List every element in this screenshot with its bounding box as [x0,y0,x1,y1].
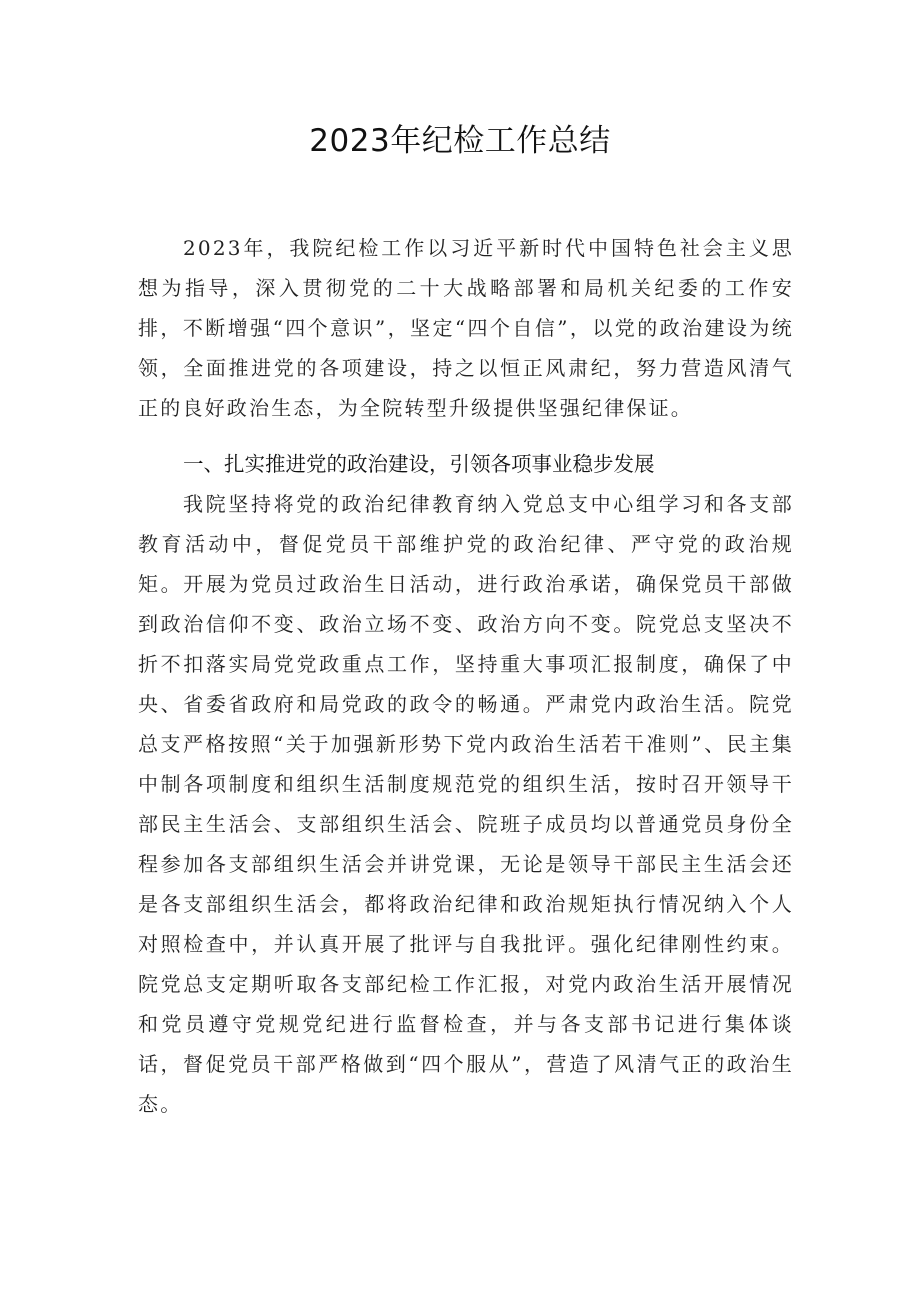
intro-paragraph: 2023年，我院纪检工作以习近平新时代中国特色社会主义思想为指导，深入贯彻党的二十大战略部署和局机关纪委的工作安排，不断增强“四个意识”，坚定“四个自信”，以党的政治建设为统领，全面推进党的各项建设，持之以恒正风肃纪，努力营造风清气正的良好政治生态，为全院转型升级提供坚强纪律保证。 [138,236,794,420]
section-1-paragraph: 我院坚持将党的政治纪律教育纳入党总支中心组学习和各支部教育活动中，督促党员干部维护党的政治纪律、严守党的政治规矩。开展为党员过政治生日活动，进行政治承诺，确保党员干部做到政治信仰不变、政治立场不变、政治方向不变。院党总支坚决不折不扣落实局党党政重点工作，坚持重大事项汇报制度，确保了中央、省委省政府和局党政的政令的畅通。严肃党内政治生活。院党总支严格按照“关于加强新形势下党内政治生活若干准则”、民主集中制各项制度和组织生活制度规范党的组织生活，按时召开领导干部民主生活会、支部组织生活会、院班子成员均以普通党员身份全程参加各支部组织生活会并讲党课，无论是领导干部民主生活会还是各支部组织生活会，都将政治纪律和政治规矩执行情况纳入个人对照检查中，并认真开展了批评与自我批评。强化纪律刚性约束。院党总支定期听取各支部纪检工作汇报，对党内政治生活开展情况和党员遵守党规党纪进行监督检查，并与各支部书记进行集体谈话，督促党员干部严格做到“四个服从”，营造了风清气正的政治生态。 [138,492,794,1116]
document-title: 2023年纪检工作总结 [309,123,611,159]
section-1-heading: 一、扎实推进党的政治建设，引领各项事业稳步发展 [183,452,655,476]
